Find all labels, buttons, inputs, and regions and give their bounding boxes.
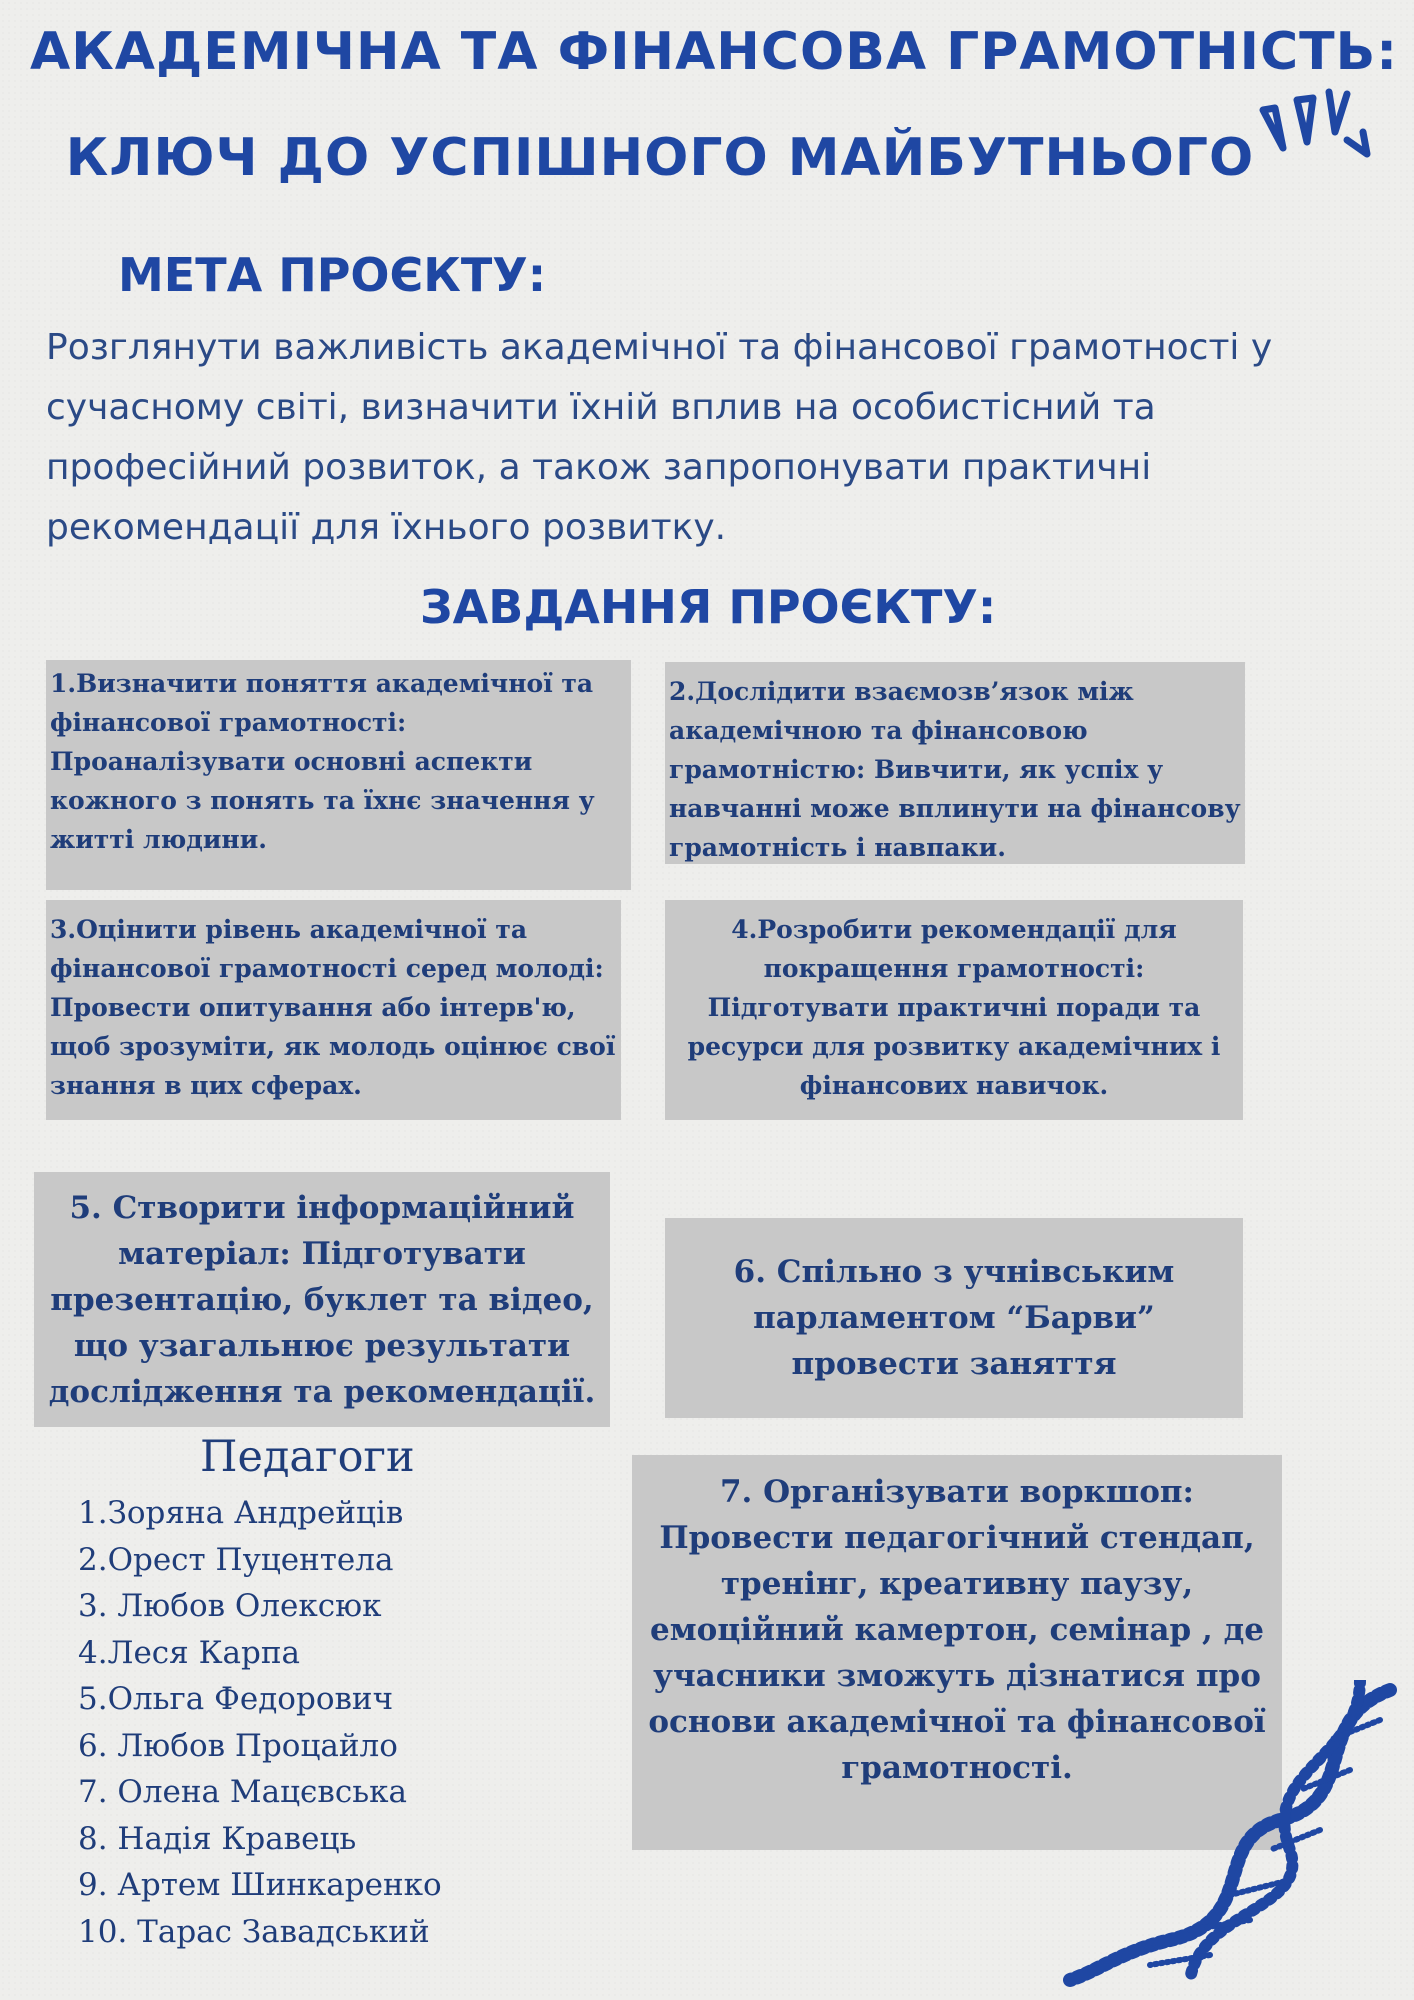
task-text-2: 2.Дослідити взаємозв’язок між академічною та фінансовою грамотністю: Вивчити, як успіх у навчанні може вплинути на фінансову грамотність і навпаки.: [669, 677, 1241, 862]
task-text-6: 6. Спільно з учнівським парламентом “Барви” провести заняття: [733, 1254, 1175, 1382]
goal-heading: МЕТА ПРОЄКТУ:: [118, 248, 547, 302]
tasks-heading: ЗАВДАННЯ ПРОЄКТУ:: [420, 580, 997, 634]
task-card-6: [665, 1218, 1243, 1418]
task-text-5: 5. Створити інформаційний матеріал: Підготувати презентацію, буклет та відео, що узагальнює результати дослідження та рекомендації.: [48, 1189, 596, 1410]
teacher-item: 8. Надія Кравець: [78, 1820, 357, 1857]
teachers-heading: Педагоги: [200, 1432, 415, 1482]
teacher-item: 4.Леся Карпа: [78, 1634, 301, 1671]
task-text-7: 7. Організувати воркшоп: Провести педагогічний стендап, тренінг, креативну паузу, емоційний камертон, семінар , де учасники зможуть дізнатися про основи академічної та фінансової грамотності.: [648, 1474, 1266, 1786]
title-line-1: АКАДЕМІЧНА ТА ФІНАНСОВА ГРАМОТНІСТЬ:: [30, 22, 1399, 82]
teacher-item: 1.Зоряна Андрейців: [78, 1495, 404, 1531]
goal-text: Розглянути важливість академічної та фінансової грамотності у сучасному світі, визначити їхній вплив на особистісний та професійний розвиток, а також запропонувати практичні рекомендації для їхнього розвитку.: [46, 327, 1273, 548]
task-card-3: [46, 900, 621, 1120]
teacher-item: 7. Олена Мацєвська: [78, 1774, 407, 1810]
sparkle-strokes-icon: [1255, 80, 1375, 180]
task-text-3: 3.Оцінити рівень академічної та фінансової грамотності серед молоді: Провести опитування або інтерв'ю, щоб зрозуміти, як молодь оцінює свої знання в цих сферах.: [50, 915, 616, 1100]
task-card-4: [665, 900, 1243, 1120]
dna-spiral-icon: [1060, 1680, 1400, 1990]
teacher-item: 3. Любов Олексюк: [78, 1588, 382, 1624]
teacher-item: 9. Артем Шинкаренко: [78, 1867, 442, 1903]
teacher-item: 5.Ольга Федорович: [78, 1681, 394, 1717]
title-line-2: КЛЮЧ ДО УСПІШНОГО МАЙБУТНЬОГО: [65, 128, 1255, 188]
teacher-item: 10. Тарас Завадський: [78, 1913, 430, 1950]
task-card-5: [34, 1172, 610, 1427]
task-text-4: 4.Розробити рекомендації для покращення грамотності: Підготувати практичні поради та ресурси для розвитку академічних і фінансових навичок.: [687, 915, 1221, 1100]
teacher-item: 2.Орест Пуцентела: [78, 1541, 394, 1578]
teacher-item: 6. Любов Процайло: [78, 1727, 398, 1764]
task-card-1: [46, 660, 631, 890]
task-card-2: [665, 662, 1245, 864]
teachers-list: [78, 1490, 442, 1955]
task-text-1: 1.Визначити поняття академічної та фінансової грамотності: Проаналізувати основні аспекти кожного з понять та їхнє значення у житті людини.: [50, 669, 595, 854]
